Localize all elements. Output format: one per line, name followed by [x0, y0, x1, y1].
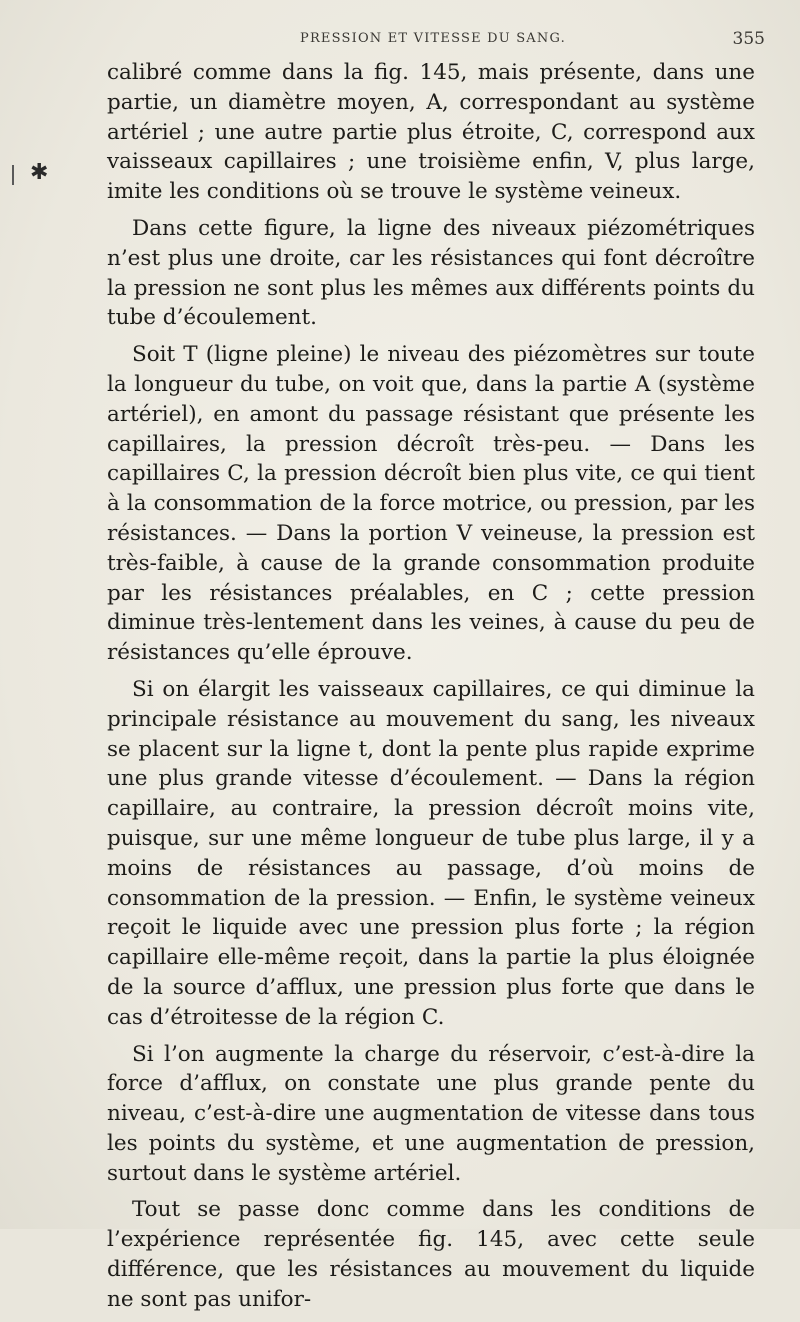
page-number: 355 — [732, 29, 765, 49]
paragraph-4: Si on élargit les vaisseaux capillaires, ce qui diminue la principale résistance au mouvement du sang, les niveaux se placent sur la ligne t, dont la pente plus rapide exprime une plus grande vitesse d’écoulement. — Dans la région capillaire, au contraire, la pression décroît moins vite, puisque, sur une même longueur de tube plus large, il y a moins de résistances au passage, d’où moins de consommation de la pression. — Enfin, le système veineux reçoit le liquide avec une pression plus forte ; la région capillaire elle-même reçoit, dans la partie la plus éloignée de la source d’afflux, une pression plus forte que dans le cas d’étroitesse de la région C. — [107, 676, 755, 1030]
running-head: PRESSION ET VITESSE DU SANG. — [300, 31, 566, 46]
margin-asterisk-icon: ✱ — [30, 160, 49, 185]
paragraph-2: Dans cette figure, la ligne des niveaux piézométriques n’est plus une droite, car les résistances qui font décroître la pression ne sont plus les mêmes aux différents points du tube d’écoulement. — [107, 215, 755, 331]
paragraph-6: Tout se passe donc comme dans les conditions de l’expérience représentée fig. 145, avec cette seule différence, que les résistances au mouvement du liquide ne sont pas unifor- — [107, 1197, 755, 1312]
margin-rule — [12, 165, 14, 185]
body-text — [107, 58, 755, 1322]
paragraph-3: Soit T (ligne pleine) le niveau des piézomètres sur toute la longueur du tube, on voit que, dans la partie A (système artériel), en amont du passage résistant que présente les capillaires, la pression décroît très-peu. — Dans les capillaires C, la pression décroît bien plus vite, ce qui tient à la consommation de la force motrice, ou pression, par les résistances. — Dans la portion V veineuse, la pression est très-faible, à cause de la grande consommation produite par les résistances préalables, en C ; cette pression diminue très-lentement dans les veines, à cause du peu de résistances qu’elle éprouve. — [107, 342, 755, 666]
paragraph-5: Si l’on augmente la charge du réservoir, c’est-à-dire la force d’afflux, on constate une plus grande pente du niveau, c’est-à-dire une augmentation de vitesse dans tous les points du système, et une augmentation de pression, surtout dans le système artériel. — [107, 1041, 755, 1186]
paragraph-1: calibré comme dans la fig. 145, mais présente, dans une partie, un diamètre moyen, A, correspondant au système artériel ; une autre partie plus étroite, C, correspond aux vaisseaux capillaires ; une troisième enfin, V, plus large, imite les conditions où se trouve le système veineux. — [107, 60, 755, 205]
